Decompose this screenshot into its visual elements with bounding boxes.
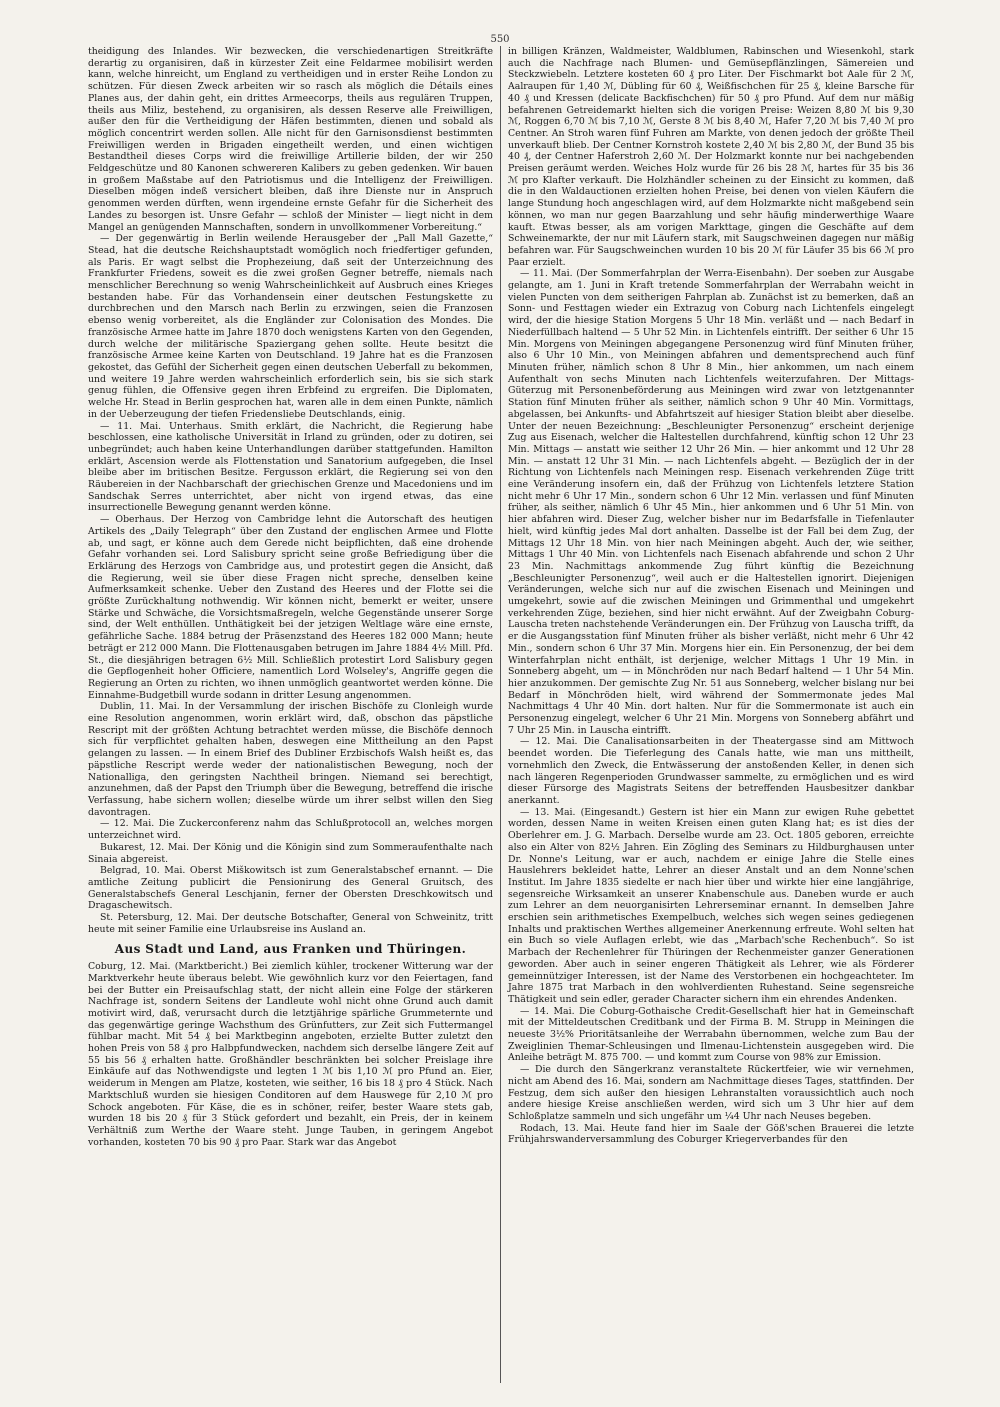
- paragraph-dublin: Dublin, 11. Mai. In der Versammlung der irischen Bischöfe zu Clonleigh wurde eine Resolution angenommen, worin erklärt wird, daß, obschon das päpstliche Rescript mit der größten Achtung betrachtet werden müsse, die Bischöfe dennoch sich für verpflichtet gehalten haben, deswegen eine Mittheilung an den Papst gelangen zu lassen. — In einem Brief des Dubliner Erzbischofs Walsh heißt es, das päpstliche Rescript werde weder der nationalistischen Bewegung, noch der Nationalliga, den geringsten Nachtheil bringen. Niemand sei berechtigt, anzunehmen, daß der Papst den Triumph über die Bewegung, betreffend die irische Verfassung, habe sichern wollen; dieselbe würde um ihrer selbst willen den Sieg davontragen.: [88, 701, 493, 818]
- paragraph-canalisation: — 12. Mai. Die Canalisationsarbeiten in der Theatergasse sind am Mittwoch beendet worden. Die Tieferlegung des Canals hatte, wie man uns mittheilt, vornehmlich den Zweck, die Entwässerung der anstoßenden Keller, in denen sich nach längeren Regenperioden Grundwasser sammelte, zu ermöglichen und es wird dieser Fürsorge des Magistrats Seitens der betreffenden Hausbesitzer dankbar anerkannt.: [508, 736, 914, 806]
- paragraph-rodach: Rodach, 13. Mai. Heute fand hier im Saale der Göß'schen Brauerei die letzte Frühjahrswanderversammlung des Coburger Kriegerverbandes für den: [508, 1122, 914, 1146]
- paragraph-coburg-marktbericht: Coburg, 12. Mai. (Marktbericht.) Bei ziemlich kühler, trockener Witterung war der Marktverkehr heute überaus belebt. Wie gewöhnlich kurz vor den Feiertagen, fand bei der Butter ein Preisaufschlag statt, der nicht allein eine Folge der stärkeren Nachfrage ist, sondern Seitens der Landleute wohl nicht ohne Grund auch damit motivirt wird, daß, verursacht durch die letztjährige spärliche Grummeternte und das gegenwärtige geringe Wachsthum des Grünfutters, zur Zeit sich Futtermangel fühlbar macht. Mit 54 ₰ bei Marktbeginn angeboten, erzielte Butter zuletzt den hohen Preis von 58 ₰ pro Halbpfundwecken, nachdem sich derselbe längere Zeit auf 55 bis 56 ₰ erhalten hatte. Großhändler beschränkten bei solcher Preislage ihre Einkäufe auf das Nothwendigste und legten 1 ℳ bis 1,10 ℳ pro Pfund an. Eier, weiderum in Mengen am Platze, kosteten, wie seither, 16 bis 18 ₰ pro 4 Stück. Nach Marktschluß wurden sie hiesigen Conditoren auf dem Hauswege für 2,10 ℳ pro Schock angeboten. Für Käse, die es in schöner, reifer, bester Waare stets gab, wurden 18 bis 20 ₰ für 3 Stück gefordert und bezahlt, ein Preis, der in keinem Verhältniß zum Werthe der Waare steht. Junge Tauben, in geringem Angebot vorhanden, kosteten 70 bis 90 ₰ pro Paar. Stark war das Angebot: [88, 961, 493, 1148]
- paragraph-oberhaus: — Oberhaus. Der Herzog von Cambridge lehnt die Autorschaft des heutigen Artikels des „Daily Telegraph“ über den Zustand der englischen Armee und Flotte ab, und sagt, er könne auch dem Gerede nicht beipflichten, daß eine drohende Gefahr vorhanden sei. Lord Salisbury spricht seine große Befriedigung über die Erklärung des Herzogs von Cambridge aus, und protestirt gegen die Ansicht, daß die Regierung, weil sie über diese Fragen nicht spreche, denselben keine Aufmerksamkeit schenke. Ueber den Zustand des Heeres und der Flotte sei die größte Zurückhaltung nothwendig. Wir können nicht, bemerkt er weiter, unsere Stärke und Schwäche, die Vorsichtsmaßregeln, welche Gegenstände unserer Sorge sind, der Welt enthüllen. Unthätigkeit bei der jetzigen Weltlage wäre eine ernste, gefährliche Sache. 1884 betrug der Präsenzstand des Heeres 182 000 Mann; heute beträgt er 212 000 Mann. Die Flottenausgaben betrugen im Jahre 1884 4½ Mill. Pfd. St., die diesjährigen betragen 6½ Mill. Schließlich protestirt Lord Salisbury gegen die Gepflogenheit hoher Officiere, namentlich Lord Wolseley's, Angriffe gegen die Regierung an Orten zu richten, wo ihnen unmöglich geantwortet werden könne. Die Einnahme-Budgetbill wurde sodann in dritter Lesung angenommen.: [88, 514, 493, 701]
- paragraph-unterhaus: — 11. Mai. Unterhaus. Smith erklärt, die Nachricht, die Regierung habe beschlossen, eine katholische Universität in Irland zu gründen, oder zu dotiren, sei unbegründet; auch haben keine Unterhandlungen darüber stattgefunden. Hamilton erklärt, Ascension werde als Flottenstation und Sanatorium aufgegeben, die Insel bleibe aber im britischen Besitze. Fergusson erklärt, die Regierung sei von den Räubereien in der Nachbarschaft der griechischen Grenze und Macedoniens und im Sandschak Serres unterrichtet, aber nicht von irgend etwas, das eine insurrectionelle Bewegung genannt werden könne.: [88, 420, 493, 514]
- left-column: [82, 46, 501, 1383]
- page-number: 550: [490, 34, 510, 45]
- paragraph-zuckerconferenz: — 12. Mai. Die Zuckerconferenz nahm das Schlußprotocoll an, welches morgen unterzeichnet wird.: [88, 818, 493, 842]
- section-heading: Aus Stadt und Land, aus Franken und Thüringen.: [114, 942, 467, 957]
- paragraph-credit-gesellschaft: — 14. Mai. Die Coburg-Gothaische Credit-Gesellschaft hier hat in Gemeinschaft mit der Mitteldeutschen Creditbank und der Firma B. M. Strupp in Meiningen die neueste 3½% Prioritätsanleihe der Werrabahn übernommen, welche zum Bau der Zweiglinien Themar-Schleusingen und Ilmenau-Lichtenstein ausgegeben wird. Die Anleihe beträgt M. 875 700. — und kommt zum Course von 98% zur Emission.: [508, 1005, 914, 1064]
- text-columns: [82, 46, 920, 1383]
- paragraph-bukarest: Bukarest, 12. Mai. Der König und die Königin sind zum Sommeraufenthalte nach Sinaia abgereist.: [88, 841, 493, 865]
- paragraph-pall-mall-gazette: — Der gegenwärtig in Berlin weilende Herausgeber der „Pall Mall Gazette,“ Stead, hat die deutsche Reichshauptstadt womöglich noch friedfertiger gefunden, als Paris. Er wagt selbst die Prophezeiung, daß seit der Unterzeichnung des Frankfurter Friedens, soweit es die zwei großen Gegner betreffe, niemals nach menschlicher Berechnung so wenig Wahrscheinlichkeit auf Ausbruch eines Krieges bestanden habe. Für das Vorhandensein einer deutschen Festungskette zu durchbrechen und den Marsch nach Berlin zu erzwingen, seien die Franzosen ebenso wenig vorbereitet, als die Engländer zur Colonisation des Mondes. Die französische Armee hatte im Jahre 1870 doch wenigstens Karten von den Gegenden, durch welche der militärische Spaziergang gehen sollte. Heute besitzt die französische Armee keine Karten von Deutschland. 19 Jahre hat es die Franzosen gekostet, das Gefühl der Sicherheit gegen einen deutschen Ueberfall zu bekommen, und weitere 19 Jahre werden wahrscheinlich erforderlich sein, bis sie sich stark genug fühlen, die Offensive gegen ihren Erbfeind zu ergreifen. Die Diplomaten, welche Hr. Stead in Berlin gesprochen hat, waren alle in dem einen Punkte, nämlich in der Ueberzeugung der tiefen Friedensliebe Deutschlands, einig.: [88, 233, 493, 420]
- paragraph-volunteer-army: theidigung des Inlandes. Wir bezwecken, die verschiedenartigen Streitkräfte derartig zu organisiren, daß in kürzester Zeit eine Feldarmee mobilisirt werden kann, welche hinreicht, um England zu vertheidigen und in erster Reihe London zu schützen. Für diesen Zweck arbeiten wir so rasch als möglich die Détails eines Planes aus, der dahin geht, ein drittes Armeecorps, theils aus regulären Truppen, theils aus Miliz, bestehend, zu organisiren, als dessen Reserve alle Freiwilligen, außer den für die Vertheidigung der Häfen bestimmten, dienen und sobald als möglich concentrirt werden sollen. Alle nicht für den Garnisonsdienst bestimmten Freiwilligen werden in Brigaden eingetheilt werden, und einen wichtigen Bestandtheil dieses Corps wird die freiwillige Artillerie bilden, der wir 250 Feldgeschütze und 80 Kanonen schwereren Kalibers zu geben gedenken. Wir bauen in großem Maßstabe auf den Patriotismus und die Intelligenz der Freiwilligen. Dieselben mögen indeß versichert bleiben, daß ihre Dienste nur in Anspruch genommen werden dürften, wenn irgendeine ernste Gefahr für die Sicherheit des Landes zu besorgen ist. Unsre Gefahr — schloß der Minister — liegt nicht in dem Mangel an genügenden Mannschaften, sondern in unvollkommener Vorbereitung.“: [88, 46, 493, 233]
- paragraph-obituary-marbach: — 13. Mai. (Eingesandt.) Gestern ist hier ein Mann zur ewigen Ruhe gebettet worden, dessen Name in weiten Kreisen einen guten Klang hat; es ist dies der Oberlehrer em. J. G. Marbach. Derselbe wurde am 23. Oct. 1805 geboren, erreichte also ein Alter von 82½ Jahren. Ein Zögling des Seminars zu Hildburghausen unter Dr. Nonne's Leitung, war er auch, nachdem er einige Jahre die Stelle eines Hauslehrers bekleidet hatte, Lehrer an dieser Anstalt und an dem Nonne'schen Institut. Im Jahre 1835 siedelte er nach hier über und wirkte hier eine langjährige, segensreiche Wirksamkeit an unserer Knabenschule aus. Daneben wurde er auch zum Lehrer an dem neuorganisirten Lehrerseminar ernannt. In demselben Jahre erschien sein arithmetisches Exempelbuch, welches sich wegen seines gediegenen Inhalts und praktischen Werthes allgemeiner Anerkennung erfreute. Wohl selten hat ein Buch so viele Auflagen erlebt, wie das „Marbach'sche Rechenbuch“. So ist Marbach der Rechenlehrer für Thüringen der Rechenmeister ganzer Generationen geworden. Aber auch in seiner engeren Thätigkeit als Lehrer, wie als Förderer gemeinnütziger Interessen, ist der Name des Verstorbenen ein hochgeachteter. Im Jahre 1875 trat Marbach in den wohlverdienten Ruhestand. Seine segensreiche Thätigkeit und sein edler, gerader Character sichern ihm ein ehrendes Andenken.: [508, 806, 914, 1005]
- paragraph-belgrad: Belgrad, 10. Mai. Oberst Miškowitsch ist zum Generalstabschef ernannt. — Die amtliche Zeitung publicirt die Pensionirung des General Gruitsch, des Generalstabschefs General Leschjanin, ferner der Obersten Dreschkowitsch und Dragaschewitsch.: [88, 865, 493, 912]
- paragraph-sommerfahrplan: — 11. Mai. (Der Sommerfahrplan der Werra-Eisenbahn). Der soeben zur Ausgabe gelangte, am 1. Juni in Kraft tretende Sommerfahrplan der Werrabahn weicht in vielen Puncten von dem seitherigen Fahrplan ab. Zunächst ist zu bemerken, daß an Sonn- und Festtagen wieder ein Extrazug von Coburg nach Lichtenfels eingelegt wird, der die hiesige Station Morgens 5 Uhr 18 Min. verläßt und — nach Bedarf in Niederfüllbach haltend — 5 Uhr 52 Min. in Lichtenfels eintrifft. Der seither 6 Uhr 15 Min. Morgens von Meiningen abgegangene Personenzug wird fünf Minuten früher, also 6 Uhr 10 Min., von Meiningen abfahren und dementsprechend auch fünf Minuten früher, nämlich schon 8 Uhr 8 Min., hier ankommen, um nach einem Aufenthalt von sechs Minuten nach Lichtenfels weiterzufahren. Der Mittags-Güterzug mit Personenbeförderung aus Meiningen wird zwar von letztgenannter Station fünf Minuten früher als seither, nämlich schon 9 Uhr 40 Min. Vormittags, abgelassen, bei Ankunfts- und Abfahrtszeit auf hiesiger Station bleibt aber dieselbe. Unter der neuen Bezeichnung: „Beschleunigter Personenzug“ erscheint derjenige Zug aus Eisenach, welcher die Haltestellen durchfahrend, künftig schon 12 Uhr 23 Min. Mittags — anstatt wie seither 12 Uhr 26 Min. — hier ankommt und 12 Uhr 28 Min. — anstatt 12 Uhr 31 Min. — nach Lichtenfels abgeht. — Bezüglich der in der Richtung von Lichtenfels nach Meiningen resp. Eisenach verkehrenden Züge tritt eine Veränderung insofern ein, daß der Frühzug von Lichtenfels letztere Station nicht mehr 6 Uhr 17 Min., sondern schon 6 Uhr 12 Min. verlassen und fünf Minuten früher, als seither, nämlich 6 Uhr 45 Min., hier ankommen und 6 Uhr 51 Min. von hier abfahren wird. Dieser Zug, welcher bisher nur im Bedarfsfalle in Tiefenlauter hielt, wird künftig jedes Mal dort anhalten. Dasselbe ist der Fall bei dem Zug, der Mittags 12 Uhr 18 Min. von hier nach Meiningen abgeht. Auch der, wie seither, Mittags 1 Uhr 40 Min. von Lichtenfels nach Eisenach abfahrende und schon 2 Uhr 23 Min. Nachmittags ankommende Zug führt künftig die Bezeichnung „Beschleunigter Personenzug“, weil auch er die Haltestellen ignorirt. Diejenigen Veränderungen, welche sich nur auf die zwischen Eisenach und Meiningen und umgekehrt, sowie auf die zwischen Meiningen und Grimmenthal und umgekehrt verkehrenden Züge, beziehen, sind hier nicht erwähnt. Auf der Zweigbahn Coburg-Lauscha treten nachstehende Veränderungen ein. Der Frühzug von Lauscha trifft, da er die Ausgangsstation fünf Minuten früher als bisher verläßt, nicht mehr 6 Uhr 42 Min., sondern schon 6 Uhr 37 Min. Morgens hier ein. Ein Personenzug, der bei dem Winterfahrplan nicht enthält, ist derjenige, welcher Mittags 1 Uhr 19 Min. in Sonneberg abgeht, um — in Mönchröden nur nach Bedarf haltend — 1 Uhr 54 Min. hier anzukommen. Der gemischte Zug Nr. 51 aus Sonneberg, welcher bislang nur bei Bedarf in Mönchröden hielt, wird während der Sommermonate jedes Mal Nachmittags 4 Uhr 40 Min. dort halten. Nur für die Sommermonate ist auch ein Personenzug eingelegt, welcher 6 Uhr 21 Min. Morgens von Sonneberg abfährt und 7 Uhr 25 Min. in Lauscha eintrifft.: [508, 268, 914, 736]
- paragraph-market-continued: in billigen Kränzen, Waldmeister, Waldblumen, Rabinschen und Wiesenkohl, stark auch die Nachfrage nach Blumen- und Gemüsepflänzlingen, Sämereien und Steckzwiebeln. Letztere kosteten 60 ₰ pro Liter. Der Fischmarkt bot Aale für 2 ℳ, Aalraupen für 1,40 ℳ, Dübling für 60 ₰, Weißfischchen für 25 ₰, kleine Barsche für 40 ₰ und Kressen (delicate Backfischchen) für 50 ₰ pro Pfund. Auf dem nur mäßig befahrenen Getreidemarkt hielten sich die vorigen Preise: Weizen 8,80 ℳ bis 9,30 ℳ, Roggen 6,70 ℳ bis 7,10 ℳ, Gerste 8 ℳ bis 8,40 ℳ, Hafer 7,20 ℳ bis 7,40 ℳ pro Centner. An Stroh waren fünf Fuhren am Markte, von denen jedoch der größte Theil unverkauft blieb. Der Centner Kornstroh kostete 2,40 ℳ bis 2,80 ℳ, der Bund 35 bis 40 ₰, der Centner Haferstroh 2,60 ℳ. Der Holzmarkt konnte nur bei nachgebenden Preisen geräumt werden. Weiches Holz wurde für 26 bis 28 ℳ, hartes für 35 bis 36 ℳ pro Klafter verkauft. Die Holzhändler scheinen zu der Einsicht zu kommen, daß die in den Waldauctionen erzielten hohen Preise, bei denen von vielen Käufern die lange Stundung hoch angeschlagen wird, auf dem Holzmarkte nicht maßgebend sein können, wo man nur gegen Baarzahlung und sehr häufig minderwerthige Waare kauft. Etwas besser, als am vorigen Markttage, gingen die Geschäfte auf dem Schweinemarkte, der nur mit Läufern stark, mit Saugschweinen dagegen nur mäßig befahren war. Für Saugschweinchen wurden 10 bis 20 ℳ für Läufer 35 bis 66 ℳ pro Paar erzielt.: [508, 46, 914, 268]
- paragraph-st-petersburg: St. Petersburg, 12. Mai. Der deutsche Botschafter, General von Schweinitz, tritt heute mit seiner Familie eine Urlaubsreise ins Ausland an.: [88, 912, 493, 935]
- paragraph-rueckertfeier: — Die durch den Sängerkranz veranstaltete Rückertfeier, wie wir vernehmen, nicht am Abend des 16. Mai, sondern am Nachmittage dieses Tages, stattfinden. Der Festzug, dem sich außer den hiesigen Lehranstalten voraussichtlich auch noch andere hiesige Kreise anschließen werden, wird sich um 3 Uhr hier auf dem Schloßplatze sammeln und sich ungefähr um ¼4 Uhr nach Neuses begeben.: [508, 1064, 914, 1122]
- right-column: [501, 46, 920, 1383]
